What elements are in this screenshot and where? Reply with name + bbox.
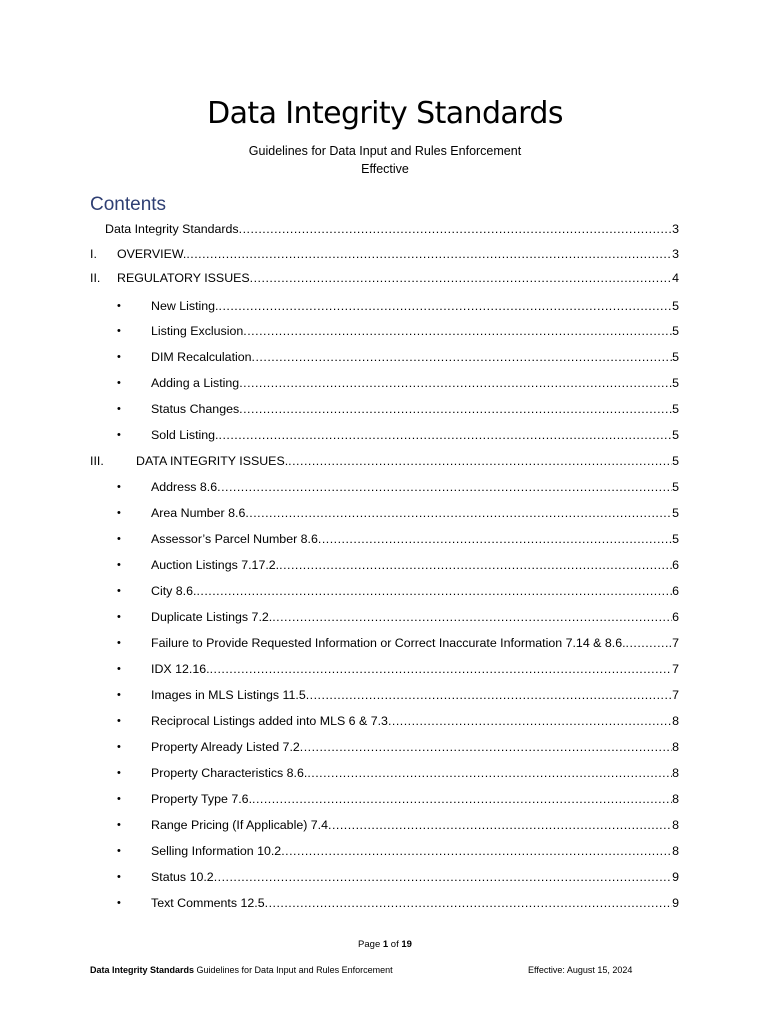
toc-entry-line: [151, 347, 679, 367]
toc-entry[interactable]: [0, 477, 770, 497]
toc-dot-leader: [307, 763, 672, 783]
toc-dot-leader: [306, 685, 672, 705]
toc-entry-page: 5: [672, 454, 679, 468]
toc-entry[interactable]: [0, 815, 770, 835]
bullet-icon: •: [117, 533, 121, 545]
toc-dot-leader: [388, 711, 672, 731]
toc-entry-line: [136, 451, 679, 471]
toc-entry-title: Status Changes: [151, 402, 240, 416]
toc-entry[interactable]: [0, 451, 770, 471]
toc-entry-line: [151, 607, 679, 627]
page-number-total: 19: [401, 939, 412, 950]
toc-entry-page: 3: [672, 222, 679, 236]
toc-entry-title: Selling Information 10.2: [151, 844, 282, 858]
toc-entry-page: 5: [672, 402, 679, 416]
toc-entry-page: 5: [672, 506, 679, 520]
toc-entry-page: 7: [672, 688, 679, 702]
toc-entry-line: [151, 763, 679, 783]
toc-entry-line: [151, 789, 679, 809]
toc-dot-leader: [210, 659, 673, 679]
page-number-current: 1: [382, 939, 389, 950]
toc-dot-leader: [281, 841, 672, 861]
toc-entry-page: 5: [672, 350, 679, 364]
toc-entry-title: Sold Listing.: [151, 428, 219, 442]
toc-entry-line: [151, 373, 679, 393]
toc-entry-line: [151, 711, 679, 731]
toc-entry-line: [117, 244, 679, 264]
toc-entry-title: Text Comments 12.5: [151, 896, 265, 910]
toc-dot-leader: [265, 893, 672, 913]
toc-dot-leader: [288, 451, 672, 471]
toc-entry-line: [151, 477, 679, 497]
toc-entry-line: [151, 529, 679, 549]
toc-entry-line: [151, 841, 679, 861]
toc-entry-page: 5: [672, 428, 679, 442]
toc-entry[interactable]: [0, 633, 770, 653]
toc-entry-title: Property Characteristics 8.6.: [151, 766, 308, 780]
toc-entry-page: 6: [672, 584, 679, 598]
bullet-icon: •: [117, 689, 121, 701]
toc-entry-line: [105, 219, 679, 239]
toc-entry-page: 9: [672, 870, 679, 884]
toc-dot-leader: [186, 244, 672, 264]
bullet-icon: •: [117, 741, 121, 753]
toc-entry[interactable]: [0, 581, 770, 601]
toc-entry-page: 3: [672, 247, 679, 261]
bullet-icon: •: [117, 819, 121, 831]
toc-entry-line: [151, 581, 679, 601]
bullet-icon: •: [117, 897, 121, 909]
page-number-separator: of: [388, 939, 402, 950]
bullet-icon: •: [117, 585, 121, 597]
toc-entry-title: Status 10.2: [151, 870, 214, 884]
toc-entry-line: [151, 633, 679, 653]
toc-entry-title: DATA INTEGRITY ISSUES.: [136, 454, 289, 468]
toc-dot-leader: [196, 581, 672, 601]
toc-heading: Contents: [90, 194, 167, 215]
toc-dot-leader: [250, 268, 672, 288]
toc-entry-line: [151, 399, 679, 419]
bullet-icon: •: [117, 663, 121, 675]
toc-entry-page: 6: [672, 558, 679, 572]
bullet-icon: •: [117, 715, 121, 727]
toc-entry-title: DIM Recalculation: [151, 350, 252, 364]
document-subtitle: Guidelines for Data Input and Rules Enforcement: [248, 144, 522, 158]
toc-entry-line: [151, 737, 679, 757]
toc-entry[interactable]: [0, 347, 770, 367]
toc-entry-title: IDX 12.16.: [151, 662, 210, 676]
toc-entry[interactable]: [0, 763, 770, 783]
document-title: Data Integrity Standards: [207, 96, 563, 131]
toc-dot-leader: [252, 789, 672, 809]
toc-entry-title: Reciprocal Listings added into MLS 6 & 7.3: [151, 714, 388, 728]
toc-entry[interactable]: [0, 244, 770, 264]
toc-entry-title: New Listing.: [151, 299, 219, 313]
bullet-icon: •: [117, 507, 121, 519]
toc-dot-leader: [219, 425, 673, 445]
toc-entry-page: 5: [672, 376, 679, 390]
toc-entry-number: II.: [90, 271, 101, 285]
bullet-icon: •: [117, 637, 121, 649]
toc-dot-leader: [239, 219, 672, 239]
toc-dot-leader: [626, 633, 669, 653]
bullet-icon: •: [117, 481, 121, 493]
toc-dot-leader: [245, 503, 672, 523]
toc-entry[interactable]: [0, 737, 770, 757]
toc-entry[interactable]: [0, 867, 770, 887]
bullet-icon: •: [117, 559, 121, 571]
toc-entry[interactable]: [0, 321, 770, 341]
toc-entry-page: 8: [672, 714, 679, 728]
toc-entry-page: 4: [672, 271, 679, 285]
toc-entry-page: 5: [672, 324, 679, 338]
toc-entry-title: Failure to Provide Requested Information or Correct Inaccurate Information 7.14 & 8.6.: [151, 636, 626, 650]
footer-effective-date: Effective: August 15, 2024: [528, 965, 633, 975]
page-number-prefix: Page: [358, 939, 383, 950]
toc-dot-leader: [300, 737, 672, 757]
toc-entry-title: Data Integrity Standards: [105, 222, 239, 236]
bullet-icon: •: [117, 793, 121, 805]
toc-entry-page: 8: [672, 740, 679, 754]
toc-entry[interactable]: [0, 503, 770, 523]
toc-dot-leader: [252, 347, 673, 367]
toc-entry-page: 8: [672, 844, 679, 858]
toc-entry-title: Adding a Listing: [151, 376, 240, 390]
toc-entry-title: REGULATORY ISSUES: [117, 271, 250, 285]
document-effective-label: Effective: [361, 162, 409, 176]
bullet-icon: •: [117, 845, 121, 857]
toc-entry-page: 5: [672, 480, 679, 494]
toc-entry[interactable]: [0, 219, 770, 239]
toc-entry-line: [151, 893, 679, 913]
toc-entry-title: Area Number 8.6: [151, 506, 246, 520]
toc-entry-line: [151, 296, 679, 316]
toc-entry-page: 7: [672, 662, 679, 676]
toc-entry[interactable]: [0, 893, 770, 913]
bullet-icon: •: [117, 871, 121, 883]
toc-entry[interactable]: [0, 607, 770, 627]
toc-dot-leader: [318, 529, 672, 549]
toc-entry-title: Range Pricing (If Applicable) 7.4: [151, 818, 329, 832]
bullet-icon: •: [117, 351, 121, 363]
toc-entry-line: [151, 555, 679, 575]
toc-entry-title: Auction Listings 7.17.2.: [151, 558, 280, 572]
toc-entry-title: Assessor’s Parcel Number 8.6: [151, 532, 318, 546]
toc-entry-line: [151, 685, 679, 705]
toc-entry-title: Listing Exclusion: [151, 324, 244, 338]
page-number: [0, 939, 770, 950]
toc-entry-line: [151, 321, 679, 341]
bullet-icon: •: [117, 325, 121, 337]
toc-entry[interactable]: [0, 555, 770, 575]
bullet-icon: •: [117, 767, 121, 779]
footer-left: [90, 965, 393, 975]
toc-entry[interactable]: [0, 659, 770, 679]
toc-entry-page: 9: [672, 896, 679, 910]
toc-entry-title: Property Already Listed 7.2: [151, 740, 300, 754]
toc-entry-page: 8: [672, 792, 679, 806]
toc-entry-title: Duplicate Listings 7.2.: [151, 610, 273, 624]
toc-entry-page: 5: [672, 532, 679, 546]
toc-entry-page: 8: [672, 766, 679, 780]
bullet-icon: •: [117, 377, 121, 389]
toc-dot-leader: [272, 607, 672, 627]
toc-entry-line: [151, 867, 679, 887]
toc-dot-leader: [219, 296, 673, 316]
footer-doc-title: Data Integrity Standards: [90, 965, 195, 975]
toc-entry-title: OVERVIEW.: [117, 247, 187, 261]
toc-entry[interactable]: [0, 841, 770, 861]
toc-entry-line: [117, 268, 679, 288]
toc-entry-title: Property Type 7.6.: [151, 792, 253, 806]
toc-entry[interactable]: [0, 711, 770, 731]
toc-dot-leader: [214, 867, 672, 887]
toc-dot-leader: [239, 399, 672, 419]
toc-dot-leader: [243, 321, 672, 341]
toc-entry[interactable]: [0, 425, 770, 445]
toc-entry-page: 5: [672, 299, 679, 313]
bullet-icon: •: [117, 403, 121, 415]
toc-entry-title: Images in MLS Listings 11.5: [151, 688, 306, 702]
bullet-icon: •: [117, 429, 121, 441]
toc-entry-title: Address 8.6: [151, 480, 218, 494]
toc-entry-number: I.: [90, 247, 97, 261]
toc-dot-leader: [217, 477, 672, 497]
toc-dot-leader: [239, 373, 672, 393]
toc-entry-page: .7: [668, 636, 679, 650]
toc-entry-number: III.: [90, 454, 104, 468]
toc-entry[interactable]: [0, 296, 770, 316]
toc-entry[interactable]: [0, 685, 770, 705]
toc-entry[interactable]: [0, 789, 770, 809]
bullet-icon: •: [117, 611, 121, 623]
toc-entry[interactable]: [0, 399, 770, 419]
toc-entry[interactable]: [0, 373, 770, 393]
toc-entry-page: 8: [672, 818, 679, 832]
toc-entry-line: [151, 815, 679, 835]
toc-entry-line: [151, 503, 679, 523]
toc-dot-leader: [279, 555, 672, 575]
bullet-icon: •: [117, 300, 121, 312]
toc-entry-line: [151, 659, 679, 679]
toc-entry-title: City 8.6.: [151, 584, 197, 598]
footer-doc-subtitle: Guidelines for Data Input and Rules Enforcement: [194, 965, 393, 975]
toc-dot-leader: [328, 815, 672, 835]
toc-entry-line: [151, 425, 679, 445]
toc-entry[interactable]: [0, 529, 770, 549]
toc-entry[interactable]: [0, 268, 770, 288]
toc-entry-page: 6: [672, 610, 679, 624]
